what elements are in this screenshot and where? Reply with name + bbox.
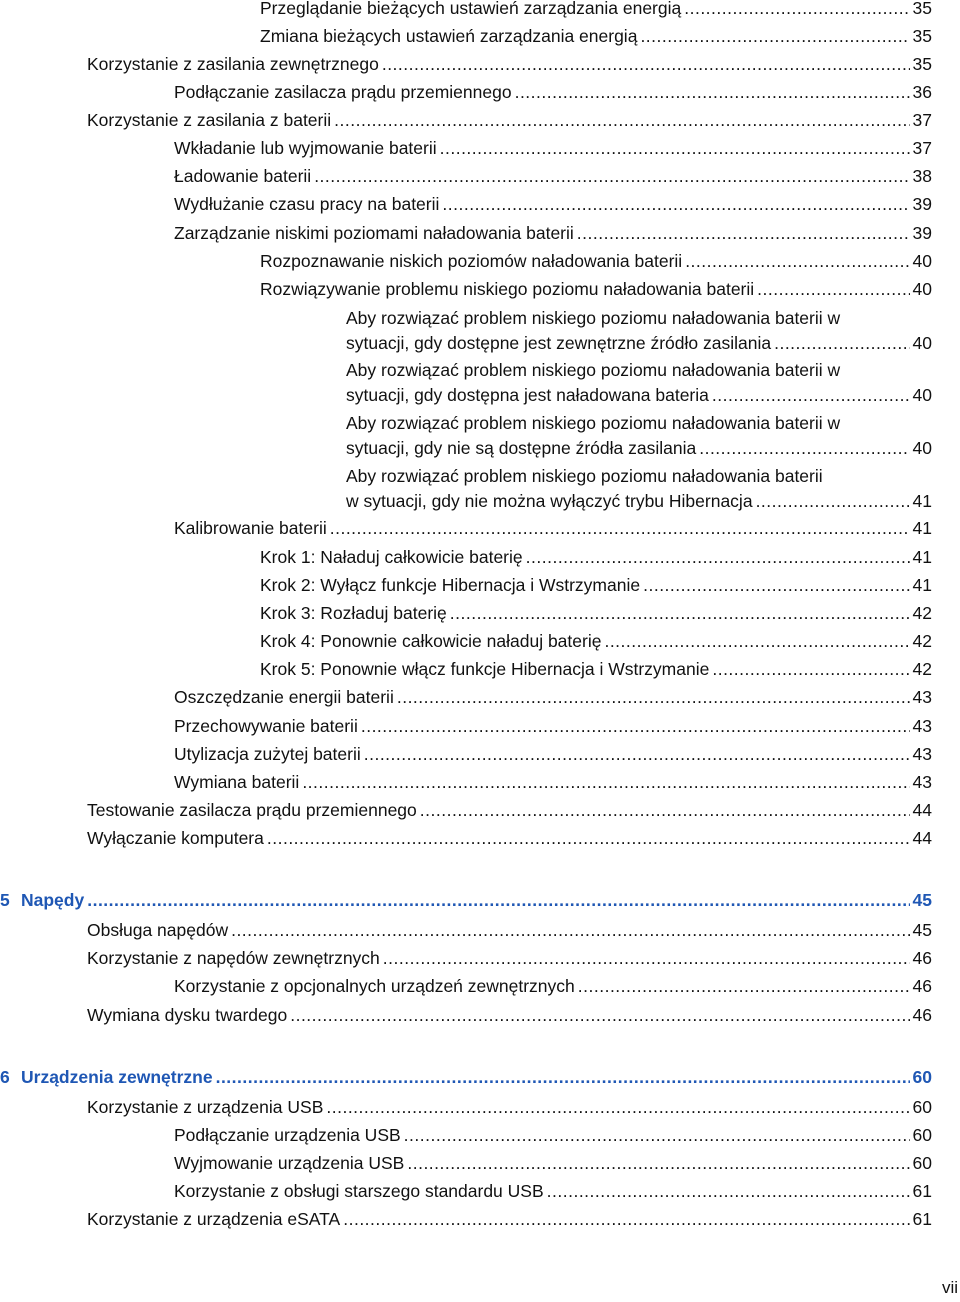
toc-entry[interactable] <box>174 685 932 710</box>
dot-leader <box>326 1095 909 1120</box>
toc-page-number: 45 <box>912 890 932 910</box>
toc-entry-title-line1: Aby rozwiązać problem niskiego poziomu naładowania baterii w <box>346 413 841 433</box>
dot-leader <box>404 1123 910 1148</box>
toc-page-number: 40 <box>912 251 932 271</box>
dot-leader <box>757 277 909 302</box>
toc-entry[interactable] <box>260 629 932 654</box>
dot-leader <box>440 136 910 161</box>
toc-entry-title: Korzystanie z opcjonalnych urządzeń zewnętrznych <box>174 976 575 996</box>
dot-leader <box>578 974 910 999</box>
toc-entry[interactable] <box>346 306 932 356</box>
dot-leader <box>450 601 910 626</box>
dot-leader <box>407 1151 909 1176</box>
toc-page-number: 42 <box>912 631 932 651</box>
toc-page-number: 43 <box>912 716 932 736</box>
toc-entry[interactable] <box>87 798 932 823</box>
toc-entry-title-line1: Aby rozwiązać problem niskiego poziomu naładowania baterii w <box>346 360 841 380</box>
dot-leader <box>526 545 910 570</box>
toc-entry-title: Ładowanie baterii <box>174 166 312 186</box>
toc-entry[interactable] <box>87 918 932 943</box>
toc-page-number: 40 <box>912 438 932 458</box>
dot-leader <box>267 826 910 851</box>
toc-entry[interactable] <box>174 1179 932 1204</box>
toc-entry-title: Przechowywanie baterii <box>174 716 358 736</box>
toc-entry-title: Wyłączanie komputera <box>87 828 264 848</box>
toc-entry[interactable] <box>346 464 932 514</box>
toc-entry-title: Krok 3: Rozładuj baterię <box>260 603 447 623</box>
toc-entry[interactable] <box>174 742 932 767</box>
dot-leader <box>314 164 909 189</box>
toc-entry[interactable] <box>174 1123 932 1148</box>
dot-leader <box>231 918 909 943</box>
chapter-title: Napędy <box>21 890 85 910</box>
toc-entry[interactable] <box>260 573 932 598</box>
toc-entry-title: Oszczędzanie energii baterii <box>174 687 394 707</box>
toc-page-number: 39 <box>912 223 932 243</box>
toc-page-number: 60 <box>912 1153 932 1173</box>
toc-page-number: 41 <box>912 547 932 567</box>
toc-entry-title: Krok 2: Wyłącz funkcje Hibernacja i Wstrzymanie <box>260 575 641 595</box>
toc-page-number: 61 <box>912 1181 932 1201</box>
toc-page-number: 41 <box>912 491 932 511</box>
toc-page-number: 37 <box>912 110 932 130</box>
toc-page-number: 44 <box>912 800 932 820</box>
toc-page-number: 43 <box>912 772 932 792</box>
toc-entry[interactable] <box>87 108 932 133</box>
toc-page-number: 42 <box>912 659 932 679</box>
toc-entry-title: Testowanie zasilacza prądu przemiennego <box>87 800 417 820</box>
toc-entry[interactable] <box>174 80 932 105</box>
dot-leader <box>397 685 910 710</box>
toc-entry[interactable] <box>87 52 932 77</box>
toc-entry[interactable] <box>174 221 932 246</box>
toc-entry-title: sytuacji, gdy dostępne jest zewnętrzne źródło zasilania <box>346 333 772 353</box>
toc-entry[interactable] <box>174 164 932 189</box>
toc-entry-title: Podłączanie zasilacza prądu przemiennego <box>174 82 512 102</box>
toc-chapter-entry[interactable] <box>0 1065 932 1090</box>
chapter-number: 5 <box>0 890 10 910</box>
dot-leader <box>290 1003 909 1028</box>
toc-page-number: 36 <box>912 82 932 102</box>
toc-entry-title: Rozpoznawanie niskich poziomów naładowania baterii <box>260 251 683 271</box>
dot-leader <box>334 108 909 133</box>
toc-entry[interactable] <box>174 974 932 999</box>
toc-page-number: 35 <box>912 54 932 74</box>
toc-page-number: 61 <box>912 1209 932 1229</box>
toc-page-number: 37 <box>912 138 932 158</box>
dot-leader <box>515 80 910 105</box>
dot-leader <box>302 770 909 795</box>
toc-entry[interactable] <box>87 1003 932 1028</box>
dot-leader <box>383 946 910 971</box>
toc-entry-title: Wkładanie lub wyjmowanie baterii <box>174 138 437 158</box>
dot-leader <box>577 221 910 246</box>
dot-leader <box>330 516 910 541</box>
toc-entry-title: Wymiana baterii <box>174 772 300 792</box>
toc-entry-title: Zmiana bieżących ustawień zarządzania energią <box>260 26 638 46</box>
toc-page-number: 40 <box>912 333 932 353</box>
dot-leader <box>756 489 910 514</box>
toc-entry[interactable] <box>87 1207 932 1232</box>
toc-entry-title: Korzystanie z urządzenia eSATA <box>87 1209 341 1229</box>
toc-page-number: 46 <box>912 976 932 996</box>
toc-page-number: 45 <box>912 920 932 940</box>
toc-entry[interactable] <box>346 411 932 461</box>
toc-entry-title: Korzystanie z zasilania z baterii <box>87 110 332 130</box>
dot-leader <box>442 192 909 217</box>
toc-entry[interactable] <box>174 136 932 161</box>
toc-entry-title: Korzystanie z zasilania zewnętrznego <box>87 54 379 74</box>
toc-page-number: 43 <box>912 744 932 764</box>
toc-entry[interactable] <box>260 277 932 302</box>
toc-entry-title: Rozwiązywanie problemu niskiego poziomu naładowania baterii <box>260 279 755 299</box>
toc-entry[interactable] <box>174 192 932 217</box>
page-number: vii <box>941 1278 958 1297</box>
toc-page-number: 60 <box>912 1067 932 1087</box>
dot-leader <box>684 0 909 21</box>
toc-page-number: 41 <box>912 575 932 595</box>
toc-entry-title: Utylizacja zużytej baterii <box>174 744 361 764</box>
toc-entry-title-line1: Aby rozwiązać problem niskiego poziomu naładowania baterii <box>346 466 823 486</box>
dot-leader <box>685 249 909 274</box>
dot-leader <box>604 629 909 654</box>
toc-entry-title: sytuacji, gdy dostępna jest naładowana bateria <box>346 385 709 405</box>
toc-entry[interactable] <box>174 714 932 739</box>
toc-entry[interactable] <box>87 946 932 971</box>
toc-page-number: 40 <box>912 279 932 299</box>
toc-entry-title: Przeglądanie bieżących ustawień zarządzania energią <box>260 0 682 18</box>
toc-entry-title: Krok 4: Ponownie całkowicie naładuj baterię <box>260 631 602 651</box>
dot-leader <box>699 436 909 461</box>
toc-entry[interactable] <box>174 770 932 795</box>
dot-leader <box>87 888 909 913</box>
toc-page-number: 60 <box>912 1125 932 1145</box>
dot-leader <box>361 714 910 739</box>
toc-page-number: 42 <box>912 603 932 623</box>
toc-entry-title: Kalibrowanie baterii <box>174 518 327 538</box>
chapter-number: 6 <box>0 1067 10 1087</box>
toc-entry[interactable] <box>174 516 932 541</box>
toc-entry[interactable] <box>346 358 932 408</box>
toc-entry-title: Korzystanie z urządzenia USB <box>87 1097 324 1117</box>
toc-entry-title: Obsługa napędów <box>87 920 229 940</box>
toc-page-number: 41 <box>912 518 932 538</box>
chapter-title: Urządzenia zewnętrzne <box>21 1067 213 1087</box>
toc-entry-title: Wyjmowanie urządzenia USB <box>174 1153 405 1173</box>
dot-leader <box>774 331 909 356</box>
toc-page-number: 43 <box>912 687 932 707</box>
dot-leader <box>712 657 909 682</box>
toc-entry-title: sytuacji, gdy nie są dostępne źródła zasilania <box>346 438 697 458</box>
toc-entry[interactable] <box>174 1151 932 1176</box>
toc-entry[interactable] <box>87 826 932 851</box>
toc-entry-title: Wydłużanie czasu pracy na baterii <box>174 194 440 214</box>
toc-entry-title: Krok 5: Ponownie włącz funkcje Hibernacja i Wstrzymanie <box>260 659 710 679</box>
toc-page-number: 38 <box>912 166 932 186</box>
toc-entry[interactable] <box>260 657 932 682</box>
toc-page-number: 39 <box>912 194 932 214</box>
toc-page-number: 46 <box>912 1005 932 1025</box>
dot-leader <box>364 742 910 767</box>
dot-leader <box>420 798 910 823</box>
toc-chapter-entry[interactable] <box>0 888 932 913</box>
toc-entry-title: Korzystanie z obsługi starszego standardu USB <box>174 1181 544 1201</box>
dot-leader <box>712 383 910 408</box>
toc-entry-title: Korzystanie z napędów zewnętrznych <box>87 948 380 968</box>
toc-entry[interactable] <box>260 0 932 21</box>
toc-entry[interactable] <box>87 1095 932 1120</box>
dot-leader <box>547 1179 910 1204</box>
toc-entry-title: Zarządzanie niskimi poziomami naładowania baterii <box>174 223 574 243</box>
toc-entry[interactable] <box>260 249 932 274</box>
toc-page-number: 35 <box>912 0 932 18</box>
dot-leader <box>640 24 909 49</box>
toc-entry[interactable] <box>260 545 932 570</box>
toc-page-number: 40 <box>912 385 932 405</box>
toc-page-number: 60 <box>912 1097 932 1117</box>
dot-leader <box>382 52 910 77</box>
toc-entry[interactable] <box>260 601 932 626</box>
dot-leader <box>216 1065 910 1090</box>
dot-leader <box>343 1207 909 1232</box>
toc-entry-title-line1: Aby rozwiązać problem niskiego poziomu naładowania baterii w <box>346 308 841 328</box>
toc-entry-title: w sytuacji, gdy nie można wyłączyć trybu Hibernacja <box>346 491 753 511</box>
dot-leader <box>643 573 909 598</box>
toc-entry-title: Podłączanie urządzenia USB <box>174 1125 401 1145</box>
toc-entry-title: Krok 1: Naładuj całkowicie baterię <box>260 547 523 567</box>
toc-page-number: 46 <box>912 948 932 968</box>
toc-entry-title: Wymiana dysku twardego <box>87 1005 288 1025</box>
toc-entry[interactable] <box>260 24 932 49</box>
toc-page-number: 35 <box>912 26 932 46</box>
toc-page-number: 44 <box>912 828 932 848</box>
